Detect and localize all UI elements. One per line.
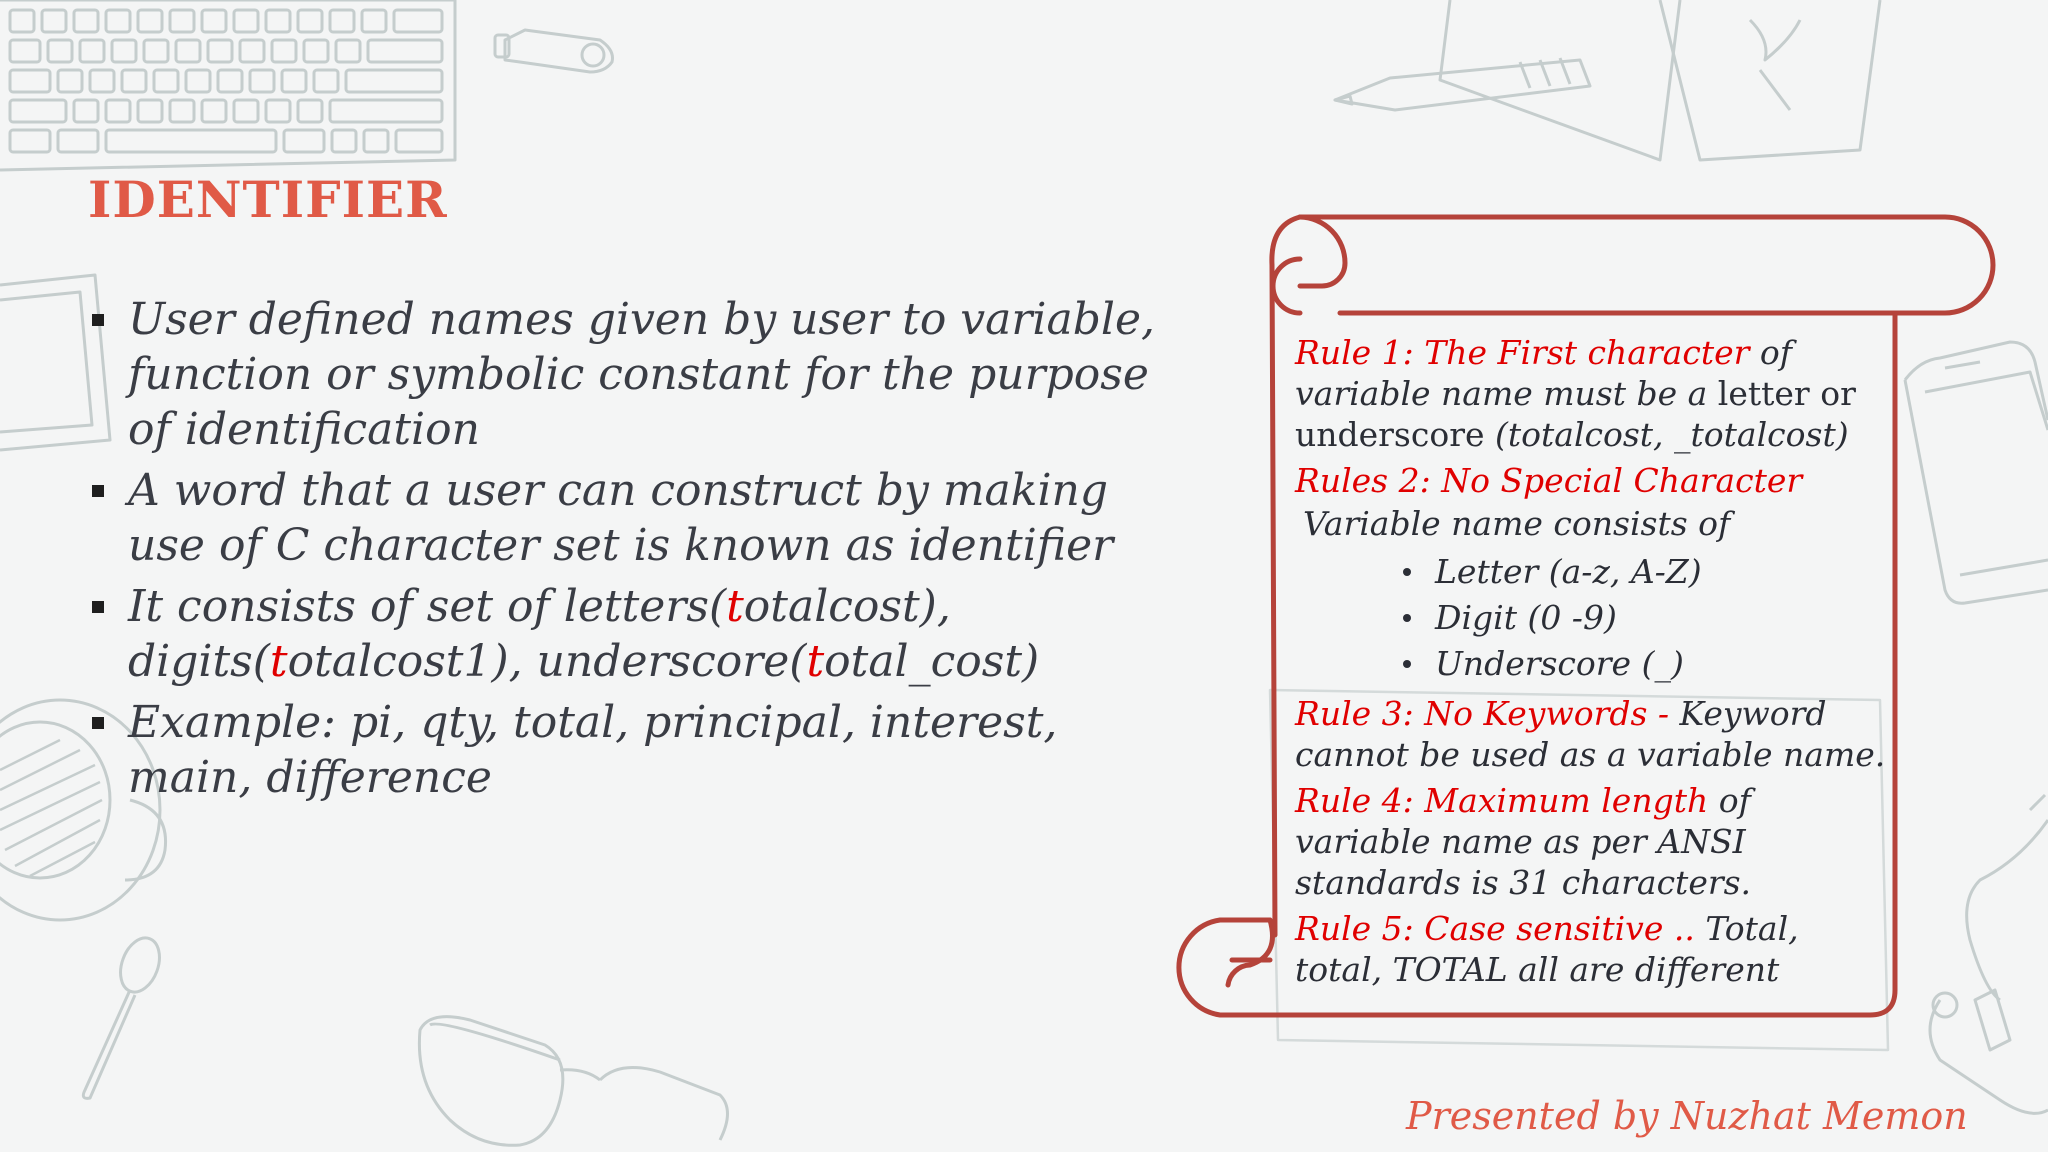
rule-1-text: of variable name must be a (1295, 333, 1792, 413)
rule-3-label: Rule 3: No Keywords (1295, 694, 1648, 733)
bullet-item (92, 579, 1182, 689)
rule-4-emphasis: 31 characters. (1509, 863, 1752, 902)
list-item (1295, 595, 1895, 641)
rule-1-emphasis: letter or underscore (1295, 374, 1856, 454)
rule-2-intro: Variable name consists of (1303, 504, 1731, 543)
bullet-text-segment: otalcost), digits( (128, 581, 951, 687)
bullet-text: A word that a user can construct by making use of C character set is known as identifier (128, 465, 1114, 571)
bullet-dot-icon (1403, 660, 1411, 668)
rule-5-text: Total, total, TOTAL all are different (1295, 909, 1799, 989)
rule-1-label: Rule 1: The First character (1295, 333, 1750, 372)
notebook-icon (1440, 0, 1880, 160)
rule-1-example: (totalcost, _totalcost) (1484, 415, 1849, 454)
rule-3-dash: - (1647, 694, 1680, 733)
rule-1 (1295, 332, 1895, 455)
list-item-text: Underscore (_) (1435, 644, 1684, 683)
glasses-icon (419, 1017, 727, 1146)
spoon-icon (83, 933, 166, 1099)
rule-4-label: Rule 4: Maximum length (1295, 781, 1709, 820)
square-bullet-icon (92, 601, 104, 613)
rule-5 (1295, 908, 1895, 990)
square-bullet-icon (92, 314, 104, 326)
square-bullet-icon (92, 485, 104, 497)
highlight-letter: t (269, 636, 288, 687)
rule-2 (1295, 460, 1895, 501)
rule-2-label: Rules 2: No Special Character (1295, 461, 1803, 500)
rule-4-text: of variable name as per ANSI standards is (1295, 781, 1751, 902)
slide-title: IDENTIFIER (88, 170, 448, 229)
bullet-item (92, 695, 1182, 805)
rule-3 (1295, 693, 1895, 775)
highlight-letter: t (806, 636, 825, 687)
bullet-text: User defined names given by user to variable, function or symbolic constant for the purpose of identification (128, 294, 1155, 455)
bullet-text-segment: otalcost1), underscore( (287, 636, 807, 687)
bullet-text-segment: otal_cost) (824, 636, 1040, 687)
bullet-dot-icon (1403, 568, 1411, 576)
bullet-text: Example: pi, qty, total, principal, interest, main, difference (128, 697, 1058, 803)
presenter-credit: Presented by Nuzhat Memon (1406, 1094, 1968, 1138)
bullet-dot-icon (1403, 614, 1411, 622)
bullet-item (92, 463, 1182, 573)
highlight-letter: t (726, 581, 744, 632)
rule-4 (1295, 780, 1895, 903)
usb-drive-icon (495, 30, 613, 72)
rule-5-label: Rule 5: Case sensitive .. (1295, 909, 1695, 948)
keyboard-icon (0, 0, 455, 170)
identifier-bullet-list (92, 292, 1182, 811)
rule-3-text: Keyword cannot be used as a variable name. (1295, 694, 1886, 774)
rules-panel (1295, 332, 1895, 995)
rule-2-list (1295, 549, 1895, 687)
bullet-item (92, 292, 1182, 457)
list-item-text: Digit (0 -9) (1435, 598, 1617, 637)
bullet-text-segment: It consists of set of letters( (128, 581, 727, 632)
pencil-icon (1335, 58, 1590, 110)
list-item (1295, 549, 1895, 595)
list-item-text: Letter (a-z, A-Z) (1435, 552, 1702, 591)
list-item (1295, 641, 1895, 687)
square-bullet-icon (92, 717, 104, 729)
